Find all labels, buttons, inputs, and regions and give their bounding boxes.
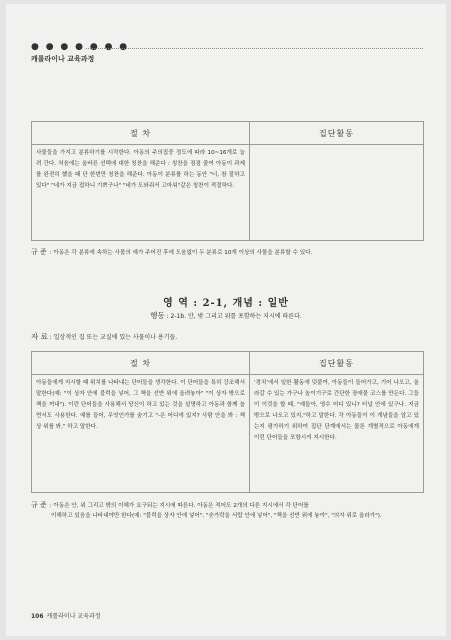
page-number: 106	[31, 613, 44, 620]
criterion-2-text: : 아동은 안, 위 그리고 밖의 이해가 요구되는 지시에 따른다. 아동은 적어도 2개의 다른 지시에서 각 단어를	[49, 503, 309, 509]
criterion-2-text-continued: 이해하고 있음을 나타내야만 한다(예: "블럭을 상자 안에 넣어", "숟가락을 서랍 안에 넣어", "책을 선반 위에 놓아", "의자 위로 올라가").	[51, 513, 382, 519]
footer-series-title: 캐롤라이나 교육과정	[46, 613, 101, 620]
table2-header-group: 집단활동	[250, 352, 424, 375]
header-series-title: 캐롤라이나 교육과정	[31, 55, 95, 63]
procedure-table-1	[31, 121, 424, 241]
materials-text: : 일상적인 집 또는 교실에 있는 사물이나 용기들.	[49, 334, 178, 341]
document-page	[6, 4, 446, 636]
table1-group-cell	[250, 145, 424, 241]
procedure-table-2	[31, 351, 424, 493]
criterion-1-text: : 아동은 각 분류에 속하는 사물의 예가 주어진 후에 도움없이 두 분류로 10개 이상의 사물을 분류할 수 있다.	[49, 250, 313, 256]
behavior-line	[6, 310, 446, 321]
criterion-2	[31, 500, 423, 521]
behavior-label: 행동	[150, 311, 165, 320]
section-heading: 영 역 : 2-1, 개념 : 일반	[163, 298, 289, 309]
criterion-2-label: 규 준	[31, 501, 47, 509]
table2-header-procedure: 절 차	[32, 352, 250, 375]
table2-group-cell: '경치'에서 일한 활동에 덧붙여, 아동들이 들어가고, 기어 나오고, 올라갈 수 있는 가구나 놀이기구로 간단한 장애물 코스를 만든다. 그들이 이것을 할 때, "예들아, 영수 어디 있니? 터널 안에 있구나. 지금 밖으로 나오고 있지,"하고 말한다. 각 아동들이 이 개념들을 알고 있는지 평가하기 위하여 집단 단계에서는 물론 개별적으로 아동에게 이런 단어들을 포함시켜 지시한다.	[250, 375, 424, 493]
criterion-1-label: 규 준	[31, 248, 47, 256]
table1-header-procedure: 절 차	[32, 122, 250, 145]
page-footer	[31, 611, 101, 620]
materials-line	[31, 331, 177, 342]
table1-procedure-cell: 사물들을 가지고 분류하기를 시작한다. 아동의 주의집중 정도에 따라 10~16개로 늘려 간다. 처음에는 올바른 선택에 대한 칭찬을 해준다 : 칭찬을 점점 줄여 아동이 과제를 완전히 했을 때 단 한번만 칭찬을 해준다. 아동이 분류를 하는 동안 "너, 참 잘하고 있다" "네가 지금 접하니 기쁘구나" "네가 도와줘서 고마워"같은 칭찬이 적절하다.	[32, 145, 250, 241]
header-rule	[86, 48, 423, 49]
table2-procedure-cell: 아동들에게 지시할 때 위치를 나타내는 단어들을 생각한다. 이 단어들을 특히 강조해서 말한다(예: "이 상자 안에 블럭을 넣어, 그 책을 선반 위에 올려놓아" "이 상자 밖으로 책을 꺼내"). 이런 단어들을 사용해서 당신이 하고 있는 것을 설명하고 아동과 함께 놀면서도 사용한다. 예를 들어, 무엇인가를 숨기고 "-은 어디에 있지? 사람 안을 봐 : 책상 위를 봐," 하고 말한다.	[32, 375, 250, 493]
criterion-1	[31, 247, 423, 258]
behavior-text: : 2-1b. 안, 밖 그리고 위를 포함하는 지시에 따른다.	[166, 313, 302, 320]
header-dots: ● ● ● ● ● ● ●	[31, 42, 130, 52]
table1-header-group: 집단활동	[250, 122, 424, 145]
materials-label: 자 료	[31, 332, 48, 341]
